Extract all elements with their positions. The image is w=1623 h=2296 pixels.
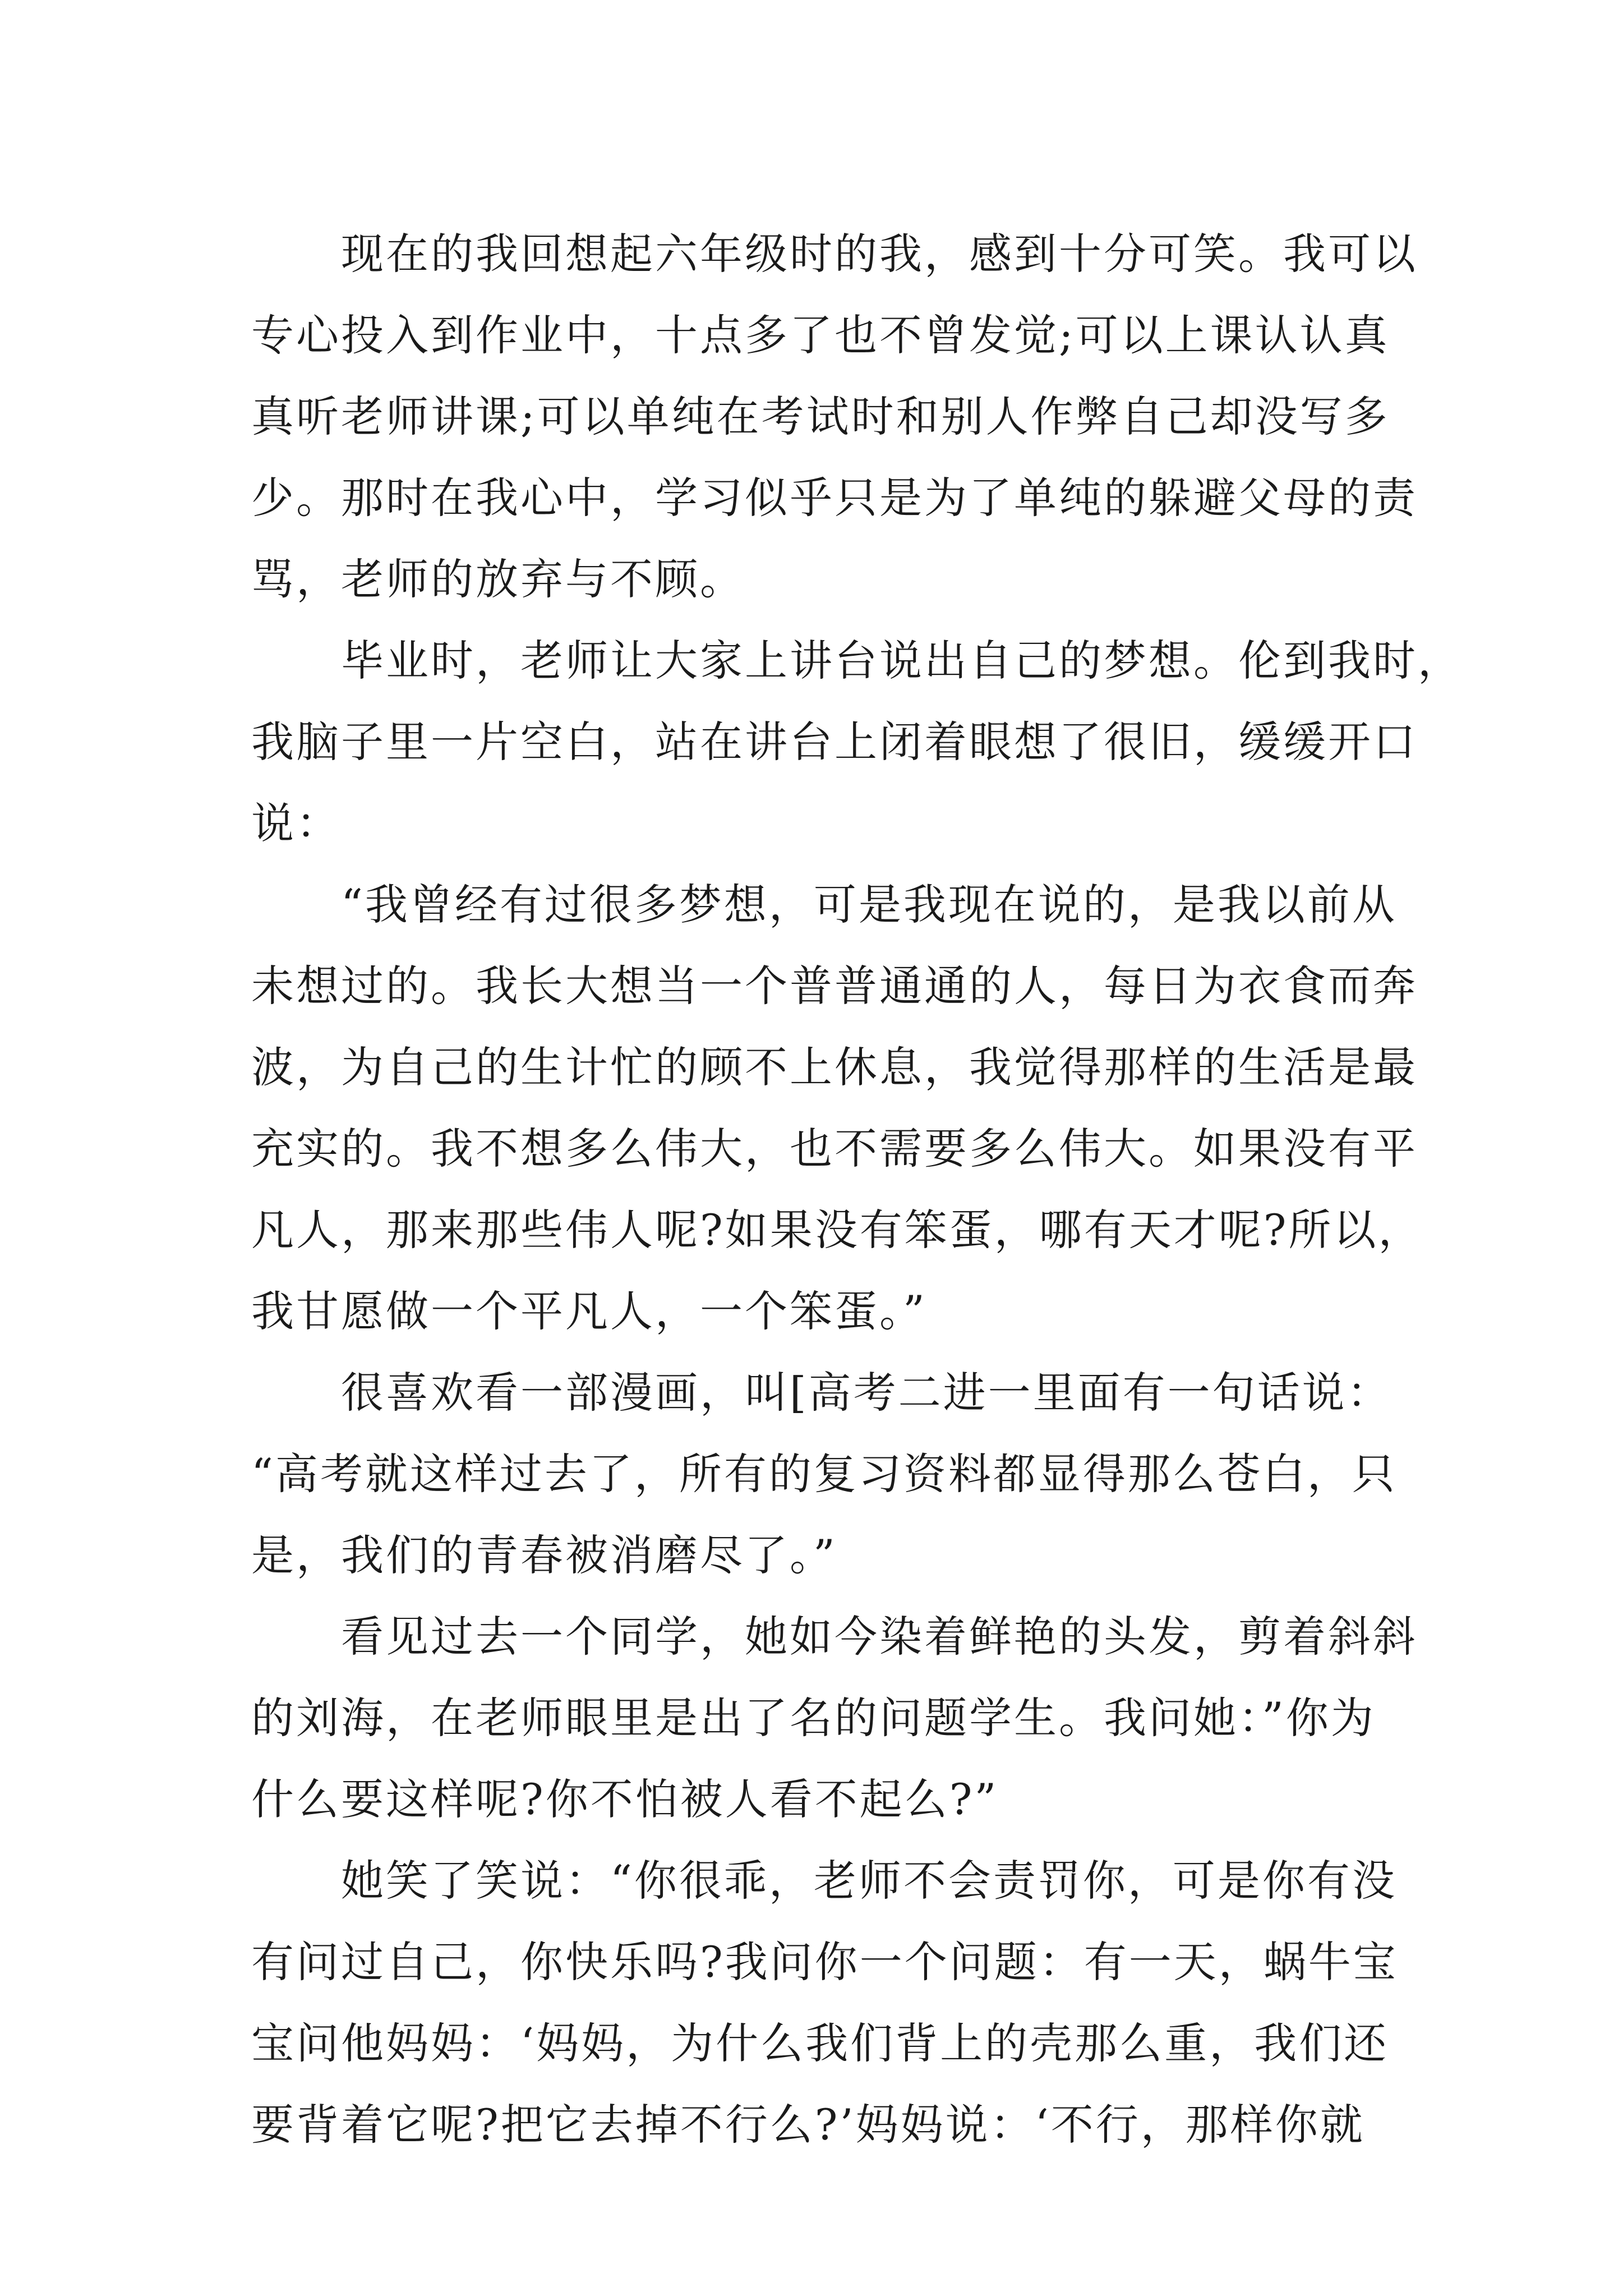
- text-line: 说：: [251, 798, 341, 848]
- text-line: 真听老师讲课;可以单纯在考试时和别人作弊自己却没写多: [251, 392, 1390, 441]
- text-line: 骂，老师的放弃与不顾。: [251, 554, 745, 604]
- text-line: 现在的我回想起六年级时的我，感到十分可笑。我可以: [251, 229, 1418, 279]
- body-text: [251, 213, 1463, 2165]
- text-line: 什么要这样呢?你不怕被人看不起么?”: [251, 1774, 999, 1824]
- text-line: 是，我们的青春被消磨尽了。”: [251, 1530, 837, 1580]
- text-line: 我甘愿做一个平凡人，一个笨蛋。”: [251, 1286, 927, 1336]
- text-line: 她笑了笑说：“你很乖，老师不会责罚你，可是你有没: [251, 1856, 1397, 1906]
- text-line: 看见过去一个同学，她如今染着鲜艳的头发，剪着斜斜: [251, 1612, 1418, 1662]
- text-line: 波，为自己的生计忙的顾不上休息，我觉得那样的生活是最: [251, 1042, 1418, 1092]
- text-line: 专心投入到作业中，十点多了也不曾发觉;可以上课认认真: [251, 310, 1390, 360]
- text-line: 凡人，那来那些伟人呢?如果没有笨蛋，哪有天才呢?所以，: [251, 1205, 1423, 1255]
- text-line: 有问过自己，你快乐吗?我问你一个问题：有一天，蜗牛宝: [251, 1937, 1398, 1987]
- text-line: “我曾经有过很多梦想，可是我现在说的，是我以前从: [251, 880, 1397, 930]
- text-line: 少。那时在我心中，学习似乎只是为了单纯的躲避父母的责: [251, 473, 1418, 523]
- text-line: 要背着它呢?把它去掉不行么?’妈妈说：‘不行，那样你就: [251, 2100, 1365, 2150]
- text-line: 宝问他妈妈：‘妈妈，为什么我们背上的壳那么重，我们还: [251, 2018, 1389, 2068]
- text-line: 我脑子里一片空白，站在讲台上闭着眼想了很旧，缓缓开口: [251, 717, 1418, 767]
- text-line: 充实的。我不想多么伟大，也不需要多么伟大。如果没有平: [251, 1124, 1418, 1174]
- text-line: 很喜欢看一部漫画，叫[高考二进一里面有一句话说：: [251, 1368, 1392, 1418]
- text-line: 未想过的。我长大想当一个普普通通的人，每日为衣食而奔: [251, 961, 1418, 1011]
- text-line: 的刘海，在老师眼里是出了名的问题学生。我问她：”你为: [251, 1693, 1376, 1743]
- text-line: “高考就这样过去了，所有的复习资料都显得那么苍白，只: [251, 1449, 1397, 1499]
- text-line: 毕业时，老师让大家上讲台说出自己的梦想。伦到我时，: [251, 636, 1463, 685]
